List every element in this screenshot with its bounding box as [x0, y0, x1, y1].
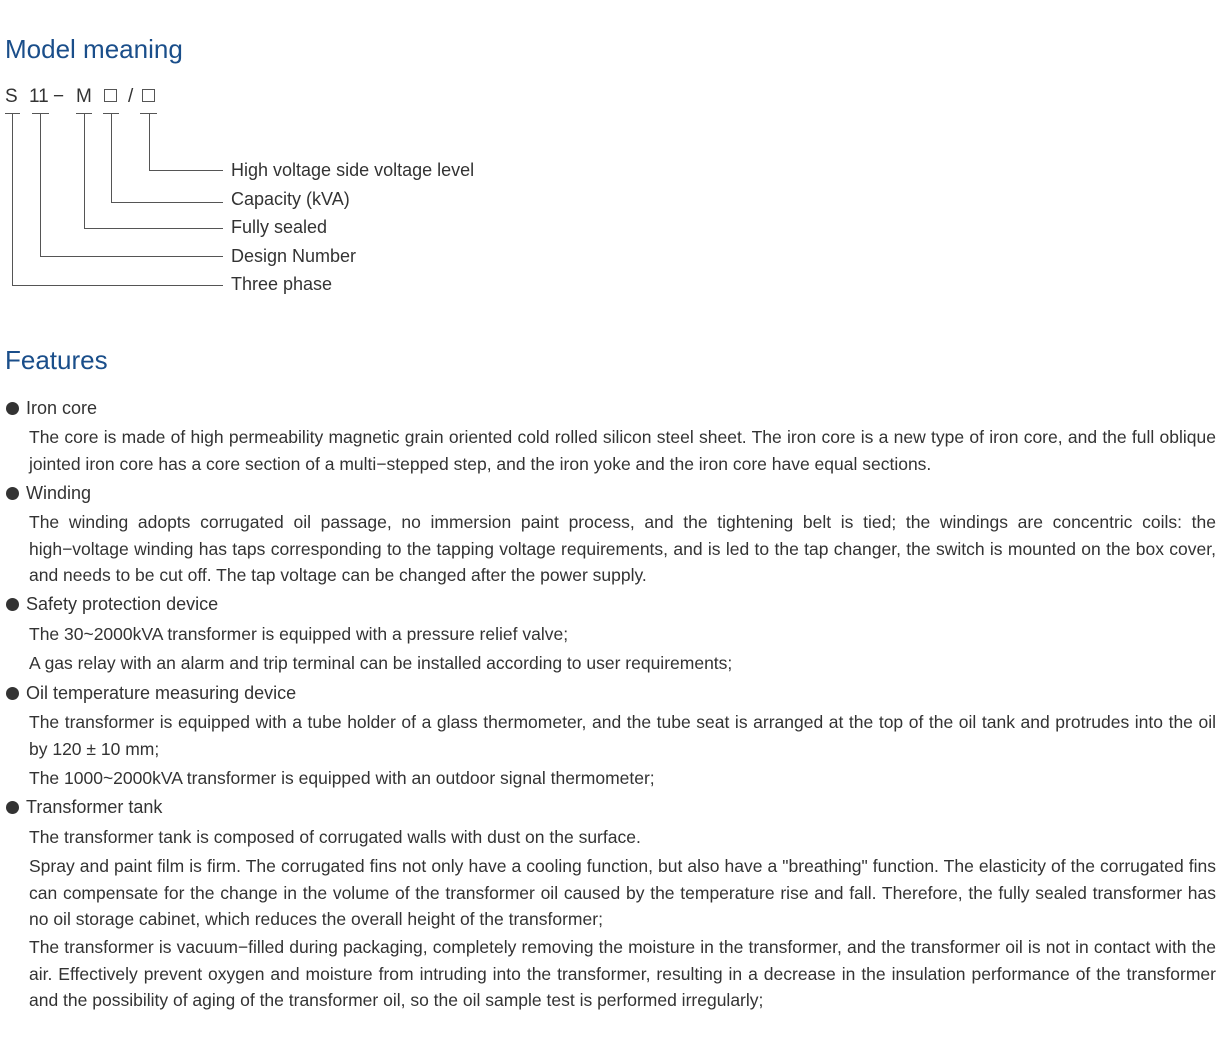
model-diagram-lines — [0, 100, 240, 300]
model-code-slash: / — [128, 86, 134, 107]
label-three-phase: Three phase — [231, 274, 333, 294]
model-code-number: 11 — [29, 86, 49, 107]
feature-heading-safety — [6, 593, 218, 615]
feature-heading-label: Winding — [26, 483, 92, 503]
bullet-icon — [6, 598, 19, 611]
feature-heading-winding — [6, 482, 91, 504]
bullet-icon — [6, 402, 19, 415]
feature-heading-iron-core — [6, 397, 97, 419]
leader-phase — [13, 114, 224, 286]
label-design-number: Design Number — [231, 246, 357, 266]
leader-capacity — [112, 114, 224, 203]
feature-heading-label: Oil temperature measuring device — [26, 683, 297, 703]
feature-paragraph: Spray and paint film is firm. The corrugated fins not only have a cooling function, but also have a "breathing" function. The elasticity of the corrugated fins can compensate for the change in the volume of the transformer oil caused by the temperature rise and fall. Therefore, the fully sealed transformer has no oil storage cabinet, which reduces the overall height of the transformer; — [29, 856, 1216, 929]
feature-paragraph: The winding adopts corrugated oil passage, no immersion paint process, and the tightening belt is tied; the windings are concentric coils: the high−voltage winding has taps corresponding to the tapping voltage requirements, and is led to the tap changer, the switch is mounted on the box cover, and needs to be cut off. The tap voltage can be changed after the power supply. — [29, 512, 1216, 585]
feature-paragraph: The transformer is equipped with a tube holder of a glass thermometer, and the tube seat is arranged at the top of the oil tank and protrudes into the oil by 120 ± 10 mm; — [29, 712, 1216, 759]
feature-paragraph: The 1000~2000kVA transformer is equipped with an outdoor signal thermometer; — [29, 768, 655, 788]
model-code-dash: − — [53, 86, 65, 107]
leader-design — [41, 114, 224, 257]
model-code-s: S — [5, 86, 18, 107]
leader-voltage — [150, 114, 224, 171]
feature-paragraph: The core is made of high permeability magnetic grain oriented cold rolled silicon steel sheet. The iron core is a new type of iron core, and the full oblique jointed iron core has a core section of a multi−stepped step, and the iron yoke and the iron core have equal sections. — [29, 427, 1216, 474]
label-capacity: Capacity (kVA) — [231, 189, 350, 209]
bullet-icon — [6, 801, 19, 814]
feature-paragraph: The 30~2000kVA transformer is equipped with a pressure relief valve; — [29, 624, 569, 644]
feature-heading-label: Transformer tank — [26, 797, 163, 817]
model-code-m: M — [76, 86, 92, 107]
label-voltage-level: High voltage side voltage level — [231, 160, 475, 180]
feature-heading-label: Iron core — [26, 398, 98, 418]
bullet-icon — [6, 687, 19, 700]
feature-heading-label: Safety protection device — [26, 594, 219, 614]
feature-paragraph: The transformer is vacuum−filled during packaging, completely removing the moisture in the transformer, and the transformer oil is not in contact with the air. Effectively prevent oxygen and moisture from intruding into the transformer, resulting in a decrease in the insulation performance of the transformer and the possibility of aging of the transformer oil, so the oil sample test is performed irregularly; — [29, 937, 1216, 1010]
label-fully-sealed: Fully sealed — [231, 217, 328, 237]
feature-paragraph: The transformer tank is composed of corrugated walls with dust on the surface. — [29, 827, 641, 847]
features-title: Features — [5, 345, 108, 375]
feature-paragraph: A gas relay with an alarm and trip terminal can be installed according to user requirements; — [29, 653, 733, 673]
bullet-icon — [6, 487, 19, 500]
model-meaning-title: Model meaning — [5, 34, 183, 64]
feature-heading-transformer-tank — [6, 796, 162, 818]
feature-heading-oil-temperature — [6, 682, 296, 704]
